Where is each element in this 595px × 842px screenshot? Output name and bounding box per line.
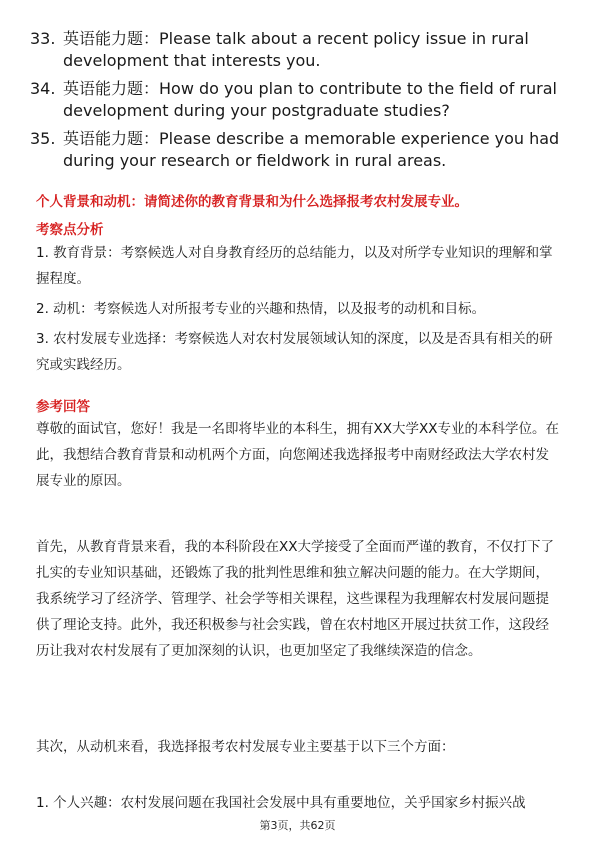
- answer-paragraph: 尊敬的面试官，您好！我是一名即将毕业的本科生，拥有XX大学XX专业的本科学位。在此，我想结合教育背景和动机两个方面，向您阐述我选择报考中南财经政法大学农村发展专业的原因。: [36, 421, 559, 489]
- question-number: 35.: [30, 129, 56, 148]
- section-title: 个人背景和动机：请简述你的教育背景和为什么选择报考农村发展专业。: [36, 194, 468, 210]
- answer-title: 参考回答: [36, 399, 90, 415]
- page-footer: 第3页，共62页: [259, 819, 336, 832]
- answer-paragraph: 其次，从动机来看，我选择报考农村发展专业主要基于以下三个方面：: [36, 739, 455, 755]
- question-text: 英语能力题：Please describe a memorable experience you had during your research or fieldwork in rural areas.: [63, 129, 560, 170]
- answer-paragraph: 首先，从教育背景来看，我的本科阶段在XX大学接受了全面而严谨的教育，不仅打下了扎实的专业知识基础，还锻炼了我的批判性思维和独立解决问题的能力。在大学期间，我系统学习了经济学、管理学、社会学等相关课程，这些课程为我理解农村发展问题提供了理论支持。此外，我还积极参与社会实践，曾在农村地区开展过扶贫工作，这段经历让我对农村发展有了更加深刻的认识，也更加坚定了我继续深造的信念。: [36, 539, 554, 659]
- analysis-item: 1. 教育背景：考察候选人对自身教育经历的总结能力，以及对所学专业知识的理解和掌握程度。: [36, 245, 553, 287]
- question-34: [30, 78, 570, 122]
- question-35: [30, 128, 570, 172]
- answer-paragraph: 1. 个人兴趣：农村发展问题在我国社会发展中具有重要地位，关乎国家乡村振兴战: [36, 795, 526, 811]
- question-text: 英语能力题：How do you plan to contribute to the field of rural development during your postgraduate studies?: [63, 79, 557, 120]
- question-33: [30, 28, 570, 72]
- question-text: 英语能力题：Please talk about a recent policy issue in rural development that interests you.: [63, 29, 529, 70]
- question-number: 34.: [30, 79, 56, 98]
- question-number: 33.: [30, 29, 56, 48]
- analysis-title: 考察点分析: [36, 222, 104, 238]
- analysis-item: 2. 动机：考察候选人对所报考专业的兴趣和热情，以及报考的动机和目标。: [36, 301, 486, 317]
- analysis-item: 3. 农村发展专业选择：考察候选人对农村发展领域认知的深度，以及是否具有相关的研究或实践经历。: [36, 331, 553, 373]
